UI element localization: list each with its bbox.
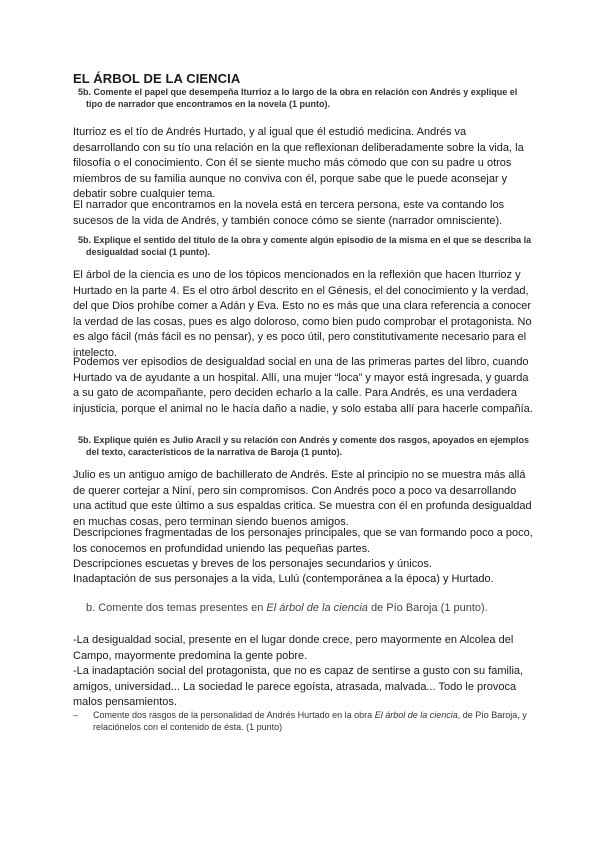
question-3: 5b. Explique quién es Julio Aracil y su relación con Andrés y comente dos rasgos, apoyados en ejemplos del texto, característicos de la narrativa de Baroja (1 punto). (78, 435, 529, 457)
answer-2-paragraph-1: El árbol de la ciencia es uno de los tópicos mencionados en la reflexión que hacen Iturrioz y Hurtado en la parte 4. Es el otro árbol descrito en el Génesis, el del conocimiento y la verdad, del que Dios prohíbe comer a Adán y Eva. Esto no es más que una clara referencia a conocer la verdad de las cosas, pues es algo doloroso, como bien pudo comprobar el protagonista. No es algo fácil (más fácil es no pensar), y es poco útil, pero constitutivamente necesario para el intelecto. (73, 269, 532, 359)
answer-1-paragraph-1: Iturrioz es el tío de Andrés Hurtado, y al igual que él estudió medicina. Andrés va desarrollando con su tío una relación en la que reflexionan deliberadamente sobre la vida, la filosofía o el conocimiento. Con él se siente mucho más cómodo que con su padre u otros miembros de su familia aunque no conviva con él, porque sabe que le puede aconsejar y debatir sobre cualquier tema. (73, 126, 524, 201)
question-5 (73, 709, 535, 733)
answer-2-paragraph-2: Podemos ver episodios de desigualdad social en una de las primeras partes del libro, cuando Hurtado va de ayudante a un hospital. Allí, una mujer “loca” y mayor está ingresada, y guarda a su gato de acompañante, pero deciden echarlo a la calle. Para Andrés, es una verdadera injusticia, porque el animal no le hacía daño a nadie, y solo estaba allí para hacerle compañía. (73, 356, 533, 415)
answer-3-paragraph-3: Descripciones escuetas y breves de los personajes secundarios y únicos. (73, 558, 432, 570)
question-5-suffix: , de Pío Baroja, y relaciónelos con el contenido de ésta. (1 punto) (93, 710, 527, 732)
question-5-prefix: Comente dos rasgos de la personalidad de Andrés Hurtado en la obra (93, 710, 375, 720)
question-4-prefix: b. Comente dos temas presentes en (86, 602, 267, 614)
answer-1-paragraph-2: El narrador que encontramos en la novela está en tercera persona, este va contando los sucesos de la vida de Andrés, y también conoce cómo se siente (narrador omnisciente). (73, 199, 505, 227)
answer-4-paragraph-2: -La inadaptación social del protagonista, que no es capaz de sentirse a gusto con su familia, amigos, universidad... La sociedad le parece egoísta, atrasada, malvada... Todo le provoca malos pensamientos. (73, 665, 524, 708)
answer-3-paragraph-1: Julio es un antiguo amigo de bachillerato de Andrés. Este al principio no se muestra más allá de querer cortejar a Niní, pero sin compromisos. Con Andrés poco a poco va desarrollando una actitud que este último a sus espaldas critica. Se muestra con él en profunda desigualdad en muchas cosas, pero terminan siendo buenos amigos. (73, 469, 532, 528)
question-5-bullet: – (73, 710, 79, 720)
answer-3-paragraph-4: Inadaptación de sus personajes a la vida, Lulú (contemporánea a la época) y Hurtado. (73, 573, 494, 585)
question-4-suffix: de Pío Baroja (1 punto). (367, 602, 488, 614)
answer-3-paragraph-2: Descripciones fragmentadas de los personajes principales, que se van formando poco a poco, los conocemos en profundidad uniendo las pequeñas partes. (73, 527, 533, 555)
question-4-book-title: El árbol de la ciencia (266, 602, 368, 614)
answer-4-paragraph-1: -La desigualdad social, presente en el lugar donde crece, pero mayormente en Alcolea del Campo, mayormente predomina la gente pobre. (73, 634, 514, 662)
document-title: EL ÁRBOL DE LA CIENCIA (73, 71, 241, 86)
question-5-book-title: El árbol de la ciencia (374, 710, 458, 720)
question-5-text (93, 709, 535, 733)
question-1: 5b. Comente el papel que desempeña Iturrioz a lo largo de la obra en relación con Andrés y explique el tipo de narrador que encontramos en la novela (1 punto). (78, 87, 518, 109)
question-4 (86, 602, 526, 615)
question-2: 5b. Explique el sentido del título de la obra y comente algún episodio de la misma en el que se describa la desigualdad social (1 punto). (78, 235, 532, 257)
